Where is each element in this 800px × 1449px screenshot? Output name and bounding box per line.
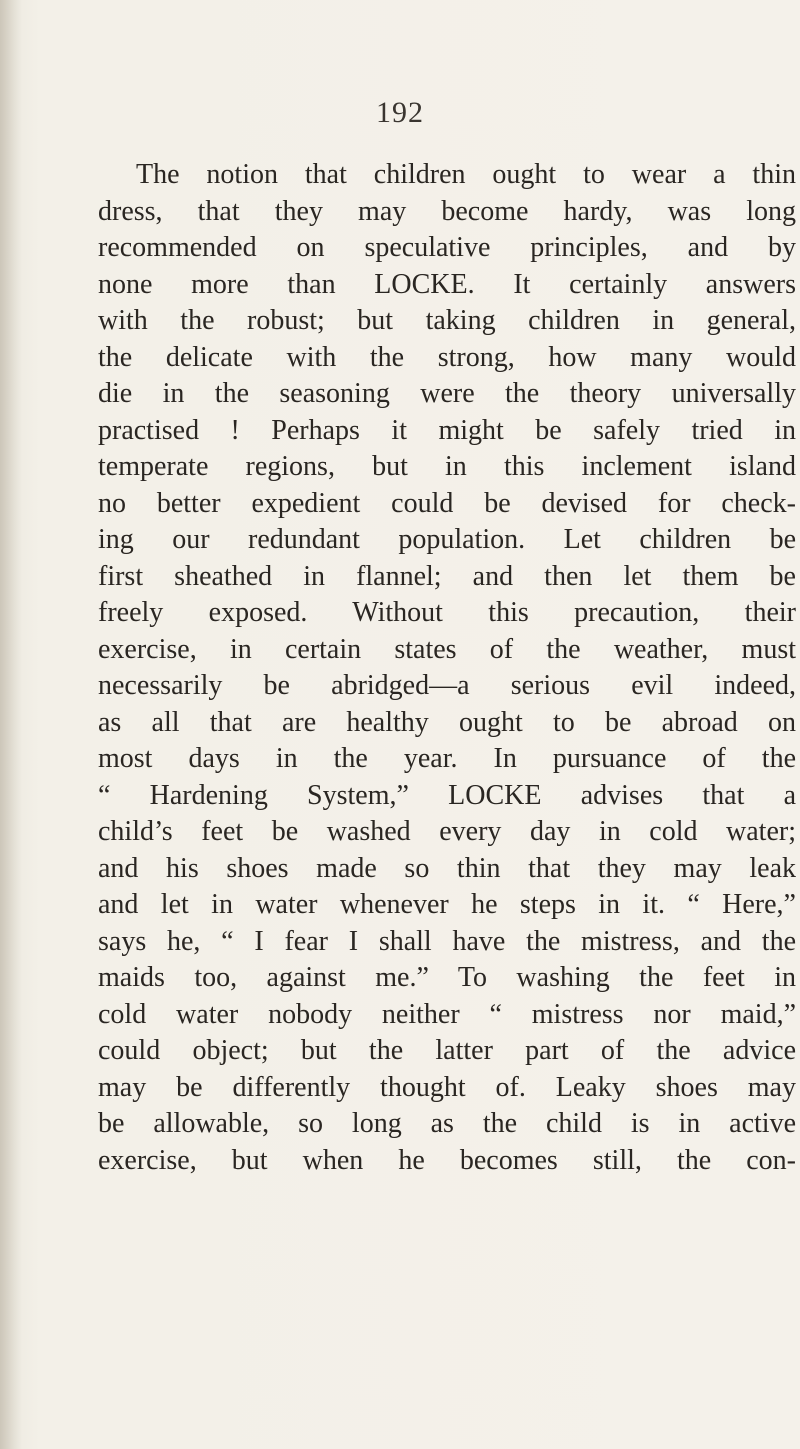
text-line: the delicate with the strong, how many would bbox=[98, 341, 796, 373]
text-line: no better expedient could be devised for check- bbox=[98, 487, 796, 519]
text-line: may be differently thought of. Leaky shoes may bbox=[98, 1071, 796, 1103]
body-paragraph bbox=[98, 157, 796, 1179]
text-line: most days in the year. In pursuance of the bbox=[98, 743, 796, 774]
text-line: “ Hardening System,” LOCKE advises that a bbox=[98, 779, 796, 811]
text-line: recommended on speculative principles, and by bbox=[98, 232, 796, 263]
text-line: necessarily be abridged—a serious evil indeed, bbox=[98, 670, 796, 701]
text-line: freely exposed. Without this precaution, their bbox=[98, 597, 796, 628]
text-line: says he, “ I fear I shall have the mistress, and the bbox=[98, 925, 796, 957]
text-line: practised ! Perhaps it might be safely tried in bbox=[98, 414, 796, 446]
text-line: as all that are healthy ought to be abroad on bbox=[98, 706, 796, 738]
text-line: with the robust; but taking children in general, bbox=[98, 305, 796, 336]
text-line: be allowable, so long as the child is in active bbox=[98, 1108, 796, 1139]
text-line: exercise, but when he becomes still, the con- bbox=[98, 1144, 796, 1176]
page-number: 192 bbox=[376, 96, 424, 129]
text-line: child’s feet be washed every day in cold water; bbox=[98, 816, 796, 847]
text-line: first sheathed in flannel; and then let them be bbox=[98, 560, 796, 592]
text-line: and let in water whenever he steps in it. “ Here,” bbox=[98, 889, 796, 920]
text-line: The notion that children ought to wear a thin bbox=[136, 159, 796, 190]
text-line: maids too, against me.” To washing the feet in bbox=[98, 962, 796, 993]
gutter-shadow bbox=[0, 0, 22, 1449]
text-line: exercise, in certain states of the weather, must bbox=[98, 633, 796, 665]
text-line: dress, that they may become hardy, was long bbox=[98, 195, 796, 227]
text-line: temperate regions, but in this inclement island bbox=[98, 451, 796, 482]
text-line: cold water nobody neither “ mistress nor maid,” bbox=[98, 998, 796, 1030]
text-line: die in the seasoning were the theory universally bbox=[98, 378, 796, 409]
text-line: could object; but the latter part of the advice bbox=[98, 1035, 796, 1066]
text-line: and his shoes made so thin that they may leak bbox=[98, 852, 796, 884]
text-line: ing our redundant population. Let children be bbox=[98, 524, 796, 555]
text-line: none more than LOCKE. It certainly answers bbox=[98, 268, 796, 300]
